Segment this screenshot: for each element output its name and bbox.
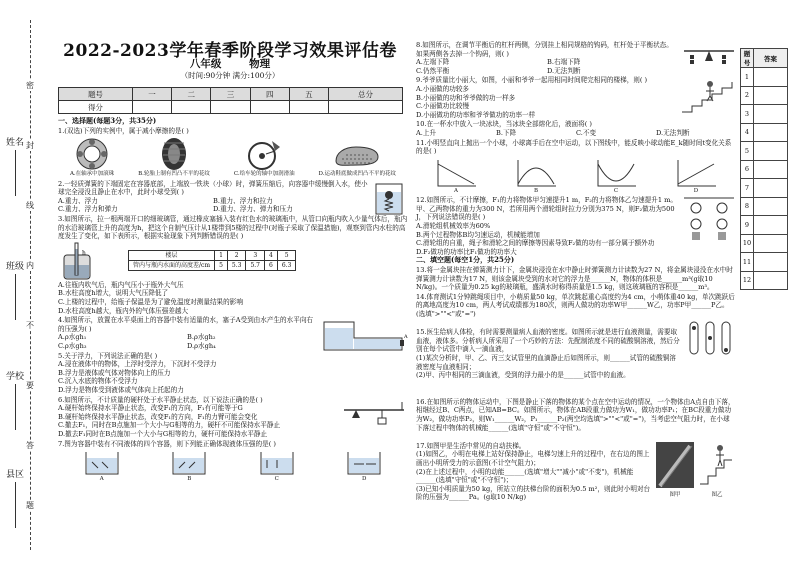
score-head-cell: 二 [172, 88, 211, 101]
score-head-cell: 四 [250, 88, 289, 101]
answer-grid [740, 48, 788, 290]
escalator-figures: 图甲 图乙 [656, 433, 736, 508]
q11-graphs: A B C D [416, 158, 736, 195]
score-table [58, 87, 403, 114]
question-14: 14.体育测试1分钟跳绳项目中，小萌质量50 kg，单次跳起重心高度约为4 cm，小萌体重40 kg，单次跳跃后的离地高度为10 cm，两人考试成绩都为180次，则两人做功的功率W甲______W乙，功率P甲______P乙。(选填">""<"或"=") [416, 292, 735, 318]
shoe-sole-icon [332, 137, 382, 171]
option-b[interactable]: B.硬杆始终保持水平静止状态，改变F₁的方向，F₁的力臂可能会变化 [58, 412, 258, 421]
score-row-label: 得分 [59, 101, 133, 114]
question-3 [58, 215, 408, 315]
option-d[interactable]: D.水柱高度h越大，瓶内外的气体压强差越大 [58, 306, 189, 315]
question-12 [416, 196, 736, 256]
option-d[interactable]: D.小丽做功的功率和爷爷做功的功率一样 [416, 110, 536, 119]
table-cell: 5 [215, 261, 228, 271]
answer-cell[interactable] [754, 160, 788, 179]
option-a[interactable]: A.左端下降 [416, 58, 450, 67]
spring-container-figure [374, 182, 404, 216]
question-number: 5 [741, 142, 754, 161]
option-c[interactable]: C.不变 [576, 128, 597, 137]
score-cell[interactable] [172, 101, 211, 114]
school-field: 学校 [4, 372, 26, 430]
option-a[interactable]: A.往瓶内吹气后，瓶内气压小于瓶外大气压 [58, 280, 184, 289]
tire-icon [152, 137, 196, 171]
question-1 [58, 127, 408, 178]
answer-grid-head: 答案 [754, 49, 788, 68]
seal-char: 要 [26, 381, 34, 390]
question-number: 4 [741, 123, 754, 142]
q8-options [416, 58, 678, 75]
seal-char: 题 [26, 501, 34, 510]
question-2 [58, 180, 408, 214]
question-stem: 9.爷爷质量比小丽大，如图，小丽和爷爷一起用相同时间爬完相同的楼梯，则( ) [416, 76, 648, 85]
bearing-figure: A.在轴承中加滚珠 [70, 137, 114, 178]
score-head-cell: 三 [211, 88, 250, 101]
table-head: 3 [246, 251, 265, 261]
seal-char: 封 [26, 141, 34, 150]
option-c[interactable]: C.ρ水gh₃ [58, 342, 87, 350]
option-a[interactable]: A.重力、浮力 [58, 196, 98, 205]
table-cell: 5.7 [246, 261, 265, 271]
seal-char: 内 [26, 261, 34, 270]
score-head-cell: 一 [132, 88, 171, 101]
section-title: 一、选择题(每题3分，共35分) [58, 116, 157, 125]
question-13: 13.将一金属块挂在弹簧测力计下，金属块浸没在水中静止时弹簧测力计读数为27 N，将金属块浸没在水中时弹簧测力计读数为17 N，则该金属块受到的水对它的浮力是______N，物体的体积是______m³(g取10 N/kg)。一个质量为0.25 kg的玻璃瓶，盛满水时称得质量是1.5 kg，则这玻璃瓶的容积是______m³。 [416, 265, 733, 292]
question-stem: 7.图为容器中装有不同液体的四个容器，则下列能正确体现液体压强的是( ) [58, 439, 276, 448]
answer-cell[interactable] [754, 142, 788, 161]
answer-cell[interactable] [754, 197, 788, 216]
question-stem: 6.如图所示，不计质量的硬杆处于水平静止状态，以下说法正确的是( ) [58, 395, 263, 404]
question-number: 9 [741, 216, 754, 235]
graph-a [434, 158, 478, 188]
middle-column [416, 40, 736, 519]
seal-char: 密 [26, 81, 34, 90]
question-number: 2 [741, 86, 754, 105]
class-field: 班级 [4, 262, 26, 320]
table-head: 楼层 [129, 251, 215, 261]
question-7 [58, 440, 408, 483]
option-c[interactable]: C.滑轮组的自重，绳子和滑轮之间的摩擦等因素导致F₂做的功有一部分属于额外功 [416, 239, 655, 248]
option-d[interactable]: D.无法判断 [547, 66, 581, 75]
question-16: 16.在如图所示的物体运动中，下图是静止下落的物体的某个点在空中运动的情况，一个物体由A点自由下落，相继经过B、C两点，已知AB=BC。如图所示，物体在AB段重力做功为W₁，做功功率P₁；在BC段重力做功为W₂，做功功率P₂，则W₁______W₂，P₁______P₂(两空均选填">""<"或"=")，当考虑空气阻力时，在小球下落过程中物体的机械能______(选填"守恒"或"不守恒")。 [416, 397, 735, 432]
option-c[interactable]: C.沉入水底的物体不受浮力 [58, 377, 138, 386]
answer-cell[interactable] [754, 234, 788, 253]
question-number: 7 [741, 179, 754, 198]
option-c[interactable]: C.重力、浮力和弹力 [58, 205, 118, 214]
option-a[interactable]: A.上升 [416, 128, 437, 137]
seal-char: 答 [26, 441, 34, 450]
container-plug-figure [322, 318, 406, 352]
question-stem: 15.医生给病人体检，有时需要测量病人血液的密度。如图所示就是进行血液测量，需要取血液，液体多。分析病人所采用了一个巧妙的方法：先配制浓度不同的硫酸铜溶液，然后分别在每个试管中滴入一滴血液， (1)某次分析时，甲、乙、丙三支试管里的血滴静止后如图所示，则______试管的硫酸铜溶液密度与血液相同； (2)甲、丙中相同的三滴血液，受到的浮力最小的是______试管中的血液。 [416, 328, 680, 380]
answer-cell[interactable] [754, 216, 788, 235]
q10-options [416, 129, 736, 138]
table-row-label: 管内与瓶内水面的高度差/cm [129, 261, 215, 271]
question-5 [58, 352, 408, 395]
answer-cell[interactable] [754, 105, 788, 124]
score-cell[interactable] [289, 101, 328, 114]
option-c[interactable]: C.小丽做功比较慢 [416, 102, 470, 111]
option-d[interactable]: D.撤去F₁同时在B点施加一个大小与G相等的力，硬杆可能保持水平静止 [58, 429, 268, 438]
name-field: 姓名 [4, 138, 26, 196]
table-cell: 5.3 [227, 261, 246, 271]
question-number: 12 [741, 271, 754, 290]
county-field: 县区 [4, 470, 26, 528]
option-a[interactable]: A.浸在液体中的物体，上浮时受浮力，下沉时不受浮力 [58, 360, 217, 369]
container-figure-c [257, 450, 297, 476]
floor-height-table [128, 250, 296, 271]
pulley-figure [682, 196, 736, 242]
svg-text:A: A [404, 334, 408, 341]
question-6 [58, 396, 408, 439]
svg-text:h: h [82, 249, 86, 257]
score-cell[interactable] [211, 101, 250, 114]
answer-cell[interactable] [754, 271, 788, 290]
graph-b [514, 158, 558, 188]
question-stem: 3.如图所示，拉一根两端开口的细玻璃管，通过橡皮塞插入装有红色水的玻璃瓶中，从管口向瓶内吹入少量气体后，瓶内的水沿玻璃管上升的高度为h，把这个自制气压计从1楼带到5楼的过程中(对瓶子采取了保温措施)，观察到管内水柱的高度发生了变化，如下表所示，根据实验现象下列判断错误的是( ) [58, 215, 408, 241]
option-b[interactable]: B.下降 [496, 128, 517, 137]
question-4 [58, 316, 408, 350]
question-stem: 2.一轻质弹簧的下端固定在容器底部，上端放一铁块（小球）时，弹簧压缩后，向容器中缓慢倒入水，使小球完全浸没且静止在水中，此时小球受到( ) [58, 179, 368, 197]
question-stem: 17.如图甲是生活中常见的自动扶梯。 (1)如图乙，小明在电梯上站好保持静止，电梯匀速上升的过程中，在右边的图上画出小明所受力的示意图(不计空气阻力)； (2)在上述过程中，小明的动能______(选填"增大""减小"或"不变")，机械能______(选填"守恒"或"不守恒")； (3)已知小明质量为50 kg，所站立的扶梯台阶的面积为0.5 m²，则此时小明对台阶的压强为______Pa。(g取10 N/kg) [416, 441, 651, 502]
question-number: 10 [741, 234, 754, 253]
score-cell[interactable] [329, 101, 403, 114]
option-d[interactable]: D.ρ水gh₄ [187, 342, 216, 350]
option-b[interactable]: B.水柱高度h增大，说明大气压降低了 [58, 289, 169, 298]
q1-figures [58, 137, 408, 178]
question-9 [416, 76, 736, 119]
answer-cell[interactable] [754, 86, 788, 105]
option-d[interactable]: D.F₂做功的功率比F₁做功的功率大 [416, 247, 517, 256]
question-stem: 4.如图所示，放置在水平桌面上的容器中装有适量的水，塞子A受到由水产生的水平向右的压强为( ) [58, 316, 314, 333]
question-number: 11 [741, 253, 754, 272]
option-b[interactable]: B.两个过程物体B均匀速运动，机械能增加 [416, 230, 540, 239]
escalator-person-figure [698, 442, 736, 488]
stairs-figure [680, 76, 736, 114]
table-head: 1 [215, 251, 228, 261]
section-title: 二、填空题(每空1分，共25分) [416, 255, 515, 265]
table-head: 4 [265, 251, 278, 261]
q4-options [58, 333, 316, 350]
subject-label: 物理 [249, 58, 271, 70]
question-11 [416, 139, 736, 195]
bearing-icon [70, 137, 114, 171]
q7-figures: A B C D [58, 450, 408, 483]
q2-options [58, 197, 368, 214]
question-stem: 12.如图所示，不计摩擦，F₁的力将物体甲匀速提升1 m，F₂的力将物体乙匀速提升1 m。甲、乙两物体的重力为300 N，若所用两个滑轮组时拉力分别为375 N，则F₂做功为500 J，下列说法错误的是( ) [416, 196, 678, 222]
score-head-cell: 题号 [59, 88, 133, 101]
option-b[interactable]: B.ρ水gh₂ [187, 333, 216, 342]
seal-line [30, 20, 31, 550]
escalator-photo [656, 442, 694, 488]
balanced-lever-figure [682, 41, 736, 71]
shoe-figure: D.运动鞋底做成凹凸不平的花纹 [319, 137, 396, 178]
question-stem: 8.如图所示，在调节平衡后的杠杆两侧，分别挂上相同规格的钩码，杠杆处于平衡状态。如果两侧各去掉一个钩码，则( ) [416, 41, 673, 58]
exam-title: 2022-2023学年春季阶段学习效果评估卷 [63, 41, 397, 61]
answer-cell[interactable] [754, 253, 788, 272]
question-number: 8 [741, 197, 754, 216]
answer-cell[interactable] [754, 179, 788, 198]
option-b[interactable]: B.重力、浮力和拉力 [213, 196, 273, 205]
score-cell[interactable] [250, 101, 289, 114]
left-column [58, 117, 408, 485]
table-head: 2 [227, 251, 246, 261]
option-d[interactable]: D.重力、浮力、弹力和压力 [213, 205, 293, 214]
exam-meta: （时间:90分钟 满分:100分） [180, 71, 280, 80]
test-tubes-figure [686, 320, 736, 358]
option-c[interactable]: C.撤去F₁，同时在B点施加一个大小与G相等的力，硬杆不可能保持水平静止 [58, 421, 281, 430]
seal-char: 线 [26, 201, 34, 210]
option-d[interactable]: D.浮力是物体受到液体或气体向上托起的力 [58, 385, 184, 394]
score-head-cell: 五 [289, 88, 328, 101]
grade-label: 八年级 [189, 58, 222, 70]
container-figure-d [344, 450, 384, 476]
graph-c [594, 158, 638, 188]
option-c[interactable]: C.上楼的过程中，给瓶子保温是为了避免温度对测量结果的影响 [58, 298, 243, 307]
lever-figure [342, 402, 406, 426]
barometer-bottle-figure [58, 241, 98, 281]
question-8 [416, 41, 736, 75]
subject-row [60, 56, 400, 71]
option-a[interactable]: A.硬杆始终保持水平静止状态，改变F₁的方向，F₁有可能等于G [58, 404, 243, 413]
question-stem: 5.关于浮力，下列说法正确的是( ) [58, 351, 158, 360]
table-cell: 6.3 [277, 261, 296, 271]
graph-d [674, 158, 718, 188]
table-head: 5 [277, 251, 296, 261]
bike-oil-figure: C.给车轮的轴中加润滑油 [234, 137, 295, 178]
table-cell: 6 [265, 261, 278, 271]
question-stem: 11.小明竖直向上抛出一个小球，小球离手后在空中运动，以下图线中，能反映小球动能E_k随时间t变化关系的是( ) [416, 138, 732, 156]
question-number: 6 [741, 160, 754, 179]
option-b[interactable]: B.右端下降 [547, 58, 581, 67]
container-figure-a [82, 450, 122, 476]
question-number: 1 [741, 68, 754, 87]
question-stem: 10.在一杯水中放入一块冰块，当冰块全部熔化后，液面将( ) [416, 120, 592, 129]
answer-grid-head: 题号 [741, 49, 754, 68]
tire-figure: B.轮胎上制有凹凸不平的花纹 [138, 137, 210, 178]
answer-cell[interactable] [754, 68, 788, 87]
q3-figure-table [58, 241, 408, 281]
container-figure-b [169, 450, 209, 476]
question-17 [416, 433, 736, 519]
question-10 [416, 120, 736, 137]
option-a[interactable]: A.小丽做的功较多 [416, 84, 470, 93]
question-number: 3 [741, 105, 754, 124]
score-head-cell: 总分 [329, 88, 403, 101]
score-cell[interactable] [132, 101, 171, 114]
option-d[interactable]: D.无法判断 [656, 128, 690, 137]
option-c[interactable]: C.仍然平衡 [416, 66, 450, 75]
option-b[interactable]: B.小丽做的功和爷爷做的功一样多 [416, 93, 516, 102]
answer-cell[interactable] [754, 123, 788, 142]
option-b[interactable]: B.浮力是液体或气体对物体向上的压力 [58, 368, 171, 377]
question-15 [416, 320, 736, 397]
binding-strip [0, 0, 42, 565]
option-a[interactable]: A.ρ水gh₁ [58, 333, 87, 342]
wheel-oil-icon [242, 137, 286, 171]
seal-char: 不 [26, 321, 34, 330]
question-stem: 1.(双选)下列的实例中，属于减小摩擦的是( ) [58, 126, 189, 135]
option-a[interactable]: A.滑轮组机械效率为60% [416, 222, 491, 230]
